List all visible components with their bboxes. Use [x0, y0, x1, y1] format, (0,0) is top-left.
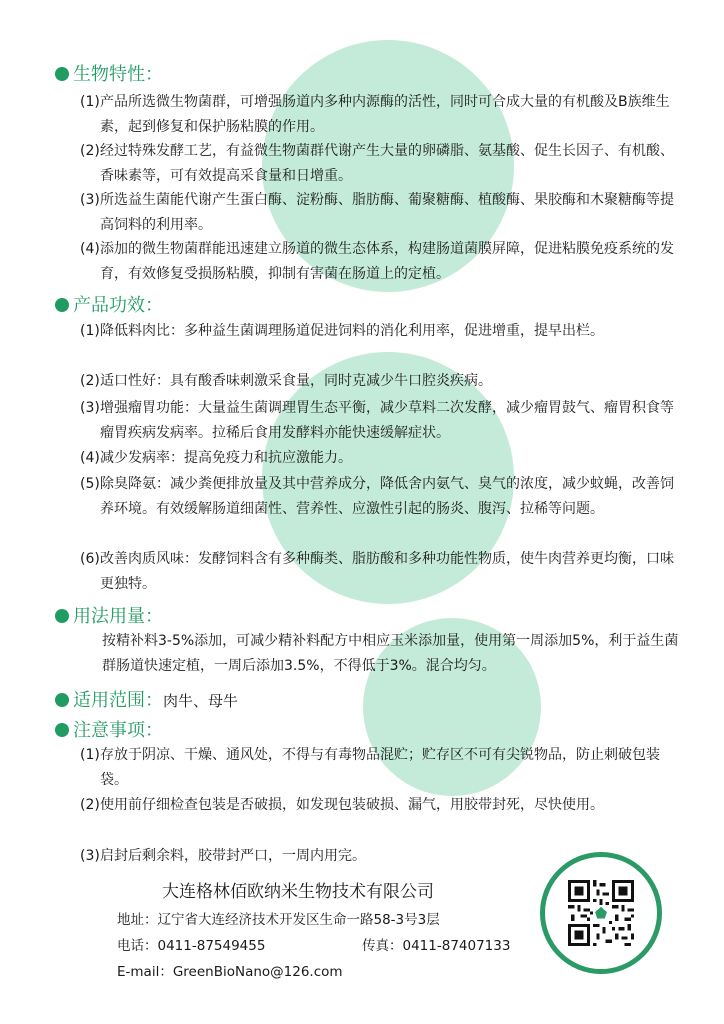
company-name: 大连格林佰欧纳米生物技术有限公司 [162, 882, 434, 902]
heading-text: 注意事项： [73, 720, 163, 741]
item-number: (3) [80, 848, 100, 864]
section-heading-notes [55, 716, 163, 742]
item-number: (2) [80, 797, 100, 813]
item-number: (4) [80, 450, 100, 466]
section-heading-bio [55, 60, 163, 86]
list-item [80, 446, 680, 471]
section-heading-usage [55, 602, 163, 628]
address-text: 地址：辽宁省大连经济技术开发区生命一路58-3号3层 [117, 912, 440, 928]
section-heading-scope [55, 686, 238, 712]
item-text: 添加的微生物菌群能迅速建立肠道的微生态体系，构建肠道菌膜屏障，促进粘膜免疫系统的发育，有效修复受损肠粘膜，抑制有害菌在肠道上的定植。 [100, 241, 674, 282]
heading-text: 生物特性： [73, 64, 163, 85]
bullet-dot-icon [55, 67, 69, 81]
list-item [80, 793, 680, 818]
list-item [80, 743, 680, 793]
item-number: (1) [80, 323, 100, 339]
item-number: (3) [80, 192, 100, 208]
item-text: 减少发病率：提高免疫力和抗应激能力。 [100, 450, 352, 466]
item-text: 存放于阴凉、干燥、通风处，不得与有毒物品混贮；贮存区不可有尖锐物品，防止刺破包装袋。 [100, 747, 660, 788]
item-number: (2) [80, 373, 100, 389]
item-number: (1) [80, 94, 100, 110]
item-text: 降低料肉比：多种益生菌调理肠道促进饲料的消化利用率，促进增重，提早出栏。 [100, 323, 604, 339]
list-item [80, 396, 680, 446]
section-heading-effect [55, 291, 163, 317]
usage-text: 按精补料3-5%添加，可减少精补料配方中相应玉米添加量，使用第一周添加5%，利于益生菌群肠道快速定植，一周后添加3.5%，不得低于3%。混合均匀。 [102, 633, 679, 674]
item-text: 增强瘤胃功能：大量益生菌调理胃生态平衡，减少草料二次发酵，减少瘤胃鼓气、瘤胃积食等瘤胃疾病发病率。拉稀后食用发酵料亦能快速缓解症状。 [100, 400, 674, 441]
bullet-dot-icon [55, 298, 69, 312]
item-number: (1) [80, 747, 100, 763]
item-text: 启封后剩余料，胶带封严口，一周内用完。 [100, 848, 366, 864]
list-item [80, 139, 680, 189]
item-text: 产品所选微生物菌群，可增强肠道内多种内源酶的活性，同时可合成大量的有机酸及B族维生素，起到修复和保护肠粘膜的作用。 [100, 94, 670, 135]
item-number: (3) [80, 400, 100, 416]
heading-text: 用法用量： [73, 606, 163, 627]
list-item [80, 188, 680, 238]
list-item [80, 319, 680, 344]
fax-text: 传真：0411-87407133 [362, 938, 511, 954]
heading-text: 产品功效： [73, 295, 163, 316]
list-item [80, 369, 680, 394]
list-item [80, 547, 680, 597]
list-item [80, 472, 680, 522]
item-text: 使用前仔细检查包装是否破损，如发现包装破损、漏气，用胶带封死，尽快使用。 [100, 797, 604, 813]
item-text: 除臭降氨：减少粪便排放量及其中营养成分，降低舍内氨气、臭气的浓度，减少蚊蝇，改善饲养环境。有效缓解肠道细菌性、营养性、应激性引起的肠炎、腹泻、拉稀等问题。 [100, 476, 674, 517]
item-text: 适口性好：具有酸香味刺激采食量，同时克减少牛口腔炎疾病。 [100, 373, 492, 389]
list-item [80, 90, 680, 140]
item-number: (2) [80, 143, 100, 159]
item-number: (5) [80, 476, 100, 492]
item-text: 改善肉质风味：发酵饲料含有多种酶类、脂肪酸和多种功能性物质，使牛肉营养更均衡，口味更独特。 [100, 551, 674, 592]
list-item [80, 237, 680, 287]
bullet-dot-icon [55, 693, 69, 707]
scope-value: 肉牛、母牛 [163, 692, 239, 710]
phone-text: 电话：0411-87549455 [117, 938, 266, 954]
bullet-dot-icon [55, 609, 69, 623]
item-number: (4) [80, 241, 100, 257]
item-number: (6) [80, 551, 100, 567]
item-text: 所选益生菌能代谢产生蛋白酶、淀粉酶、脂肪酶、葡聚糖酶、植酸酶、果胶酶和木聚糖酶等提高饲料的利用率。 [100, 192, 674, 233]
bullet-dot-icon [55, 723, 69, 737]
item-text: 经过特殊发酵工艺，有益微生物菌群代谢产生大量的卵磷脂、氨基酸、促生长因子、有机酸、香味素等，可有效提高采食量和日增重。 [100, 143, 674, 184]
email-text: E-mail：GreenBioNano@126.com [117, 964, 343, 980]
heading-text: 适用范围： [73, 690, 163, 711]
qr-code-icon [568, 880, 634, 946]
